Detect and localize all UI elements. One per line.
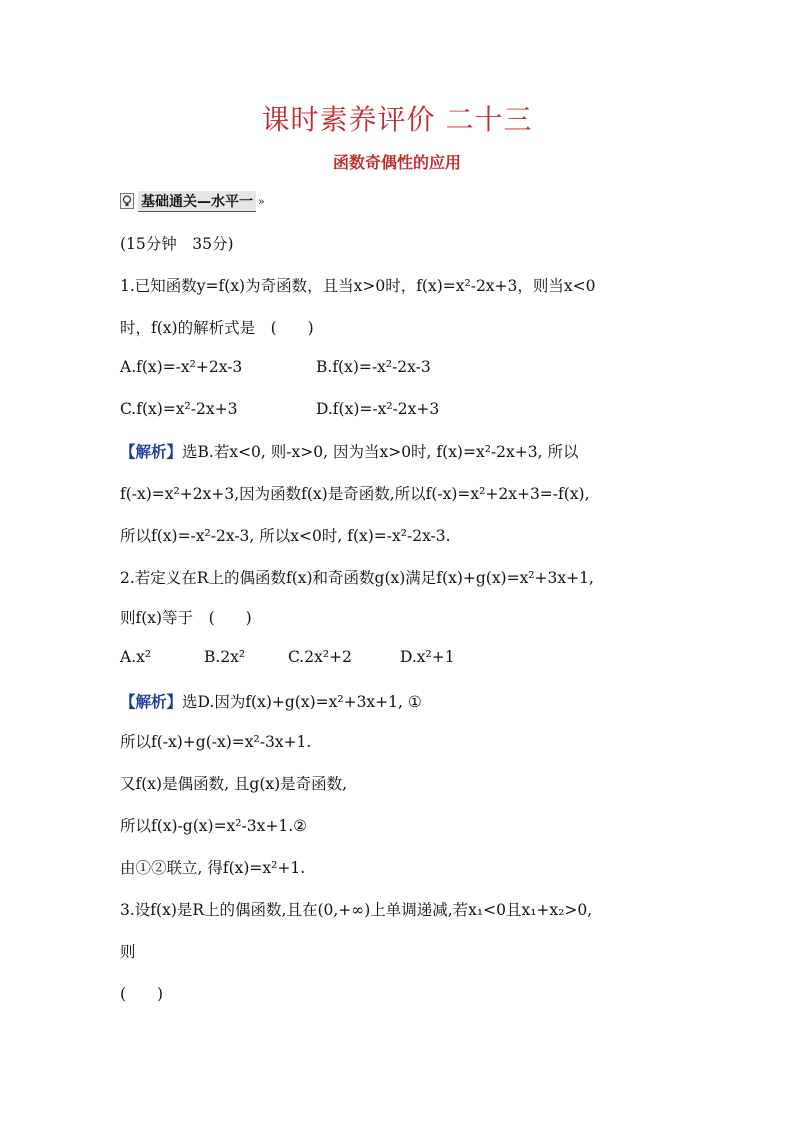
q2-option-b: B.2x² [204, 648, 246, 666]
q3-stem-line1: 3.设f(x)是R上的偶函数,且在(0,+∞)上单调递减,若x₁<0且x₁+x₂>0, [120, 901, 593, 919]
q1-option-b: B.f(x)=-x²-2x-3 [316, 358, 431, 376]
q1-analysis-line1 [120, 440, 578, 462]
q2-option-c: C.2x²+2 [288, 648, 352, 666]
q2-option-d: D.x²+1 [400, 648, 455, 666]
q3-stem-line3: ( ) [120, 985, 164, 1003]
q1-analysis-line3: 所以f(x)=-x²-2x-3, 所以x<0时, f(x)=-x²-2x-3. [120, 527, 451, 545]
q2-analysis-line1 [120, 690, 422, 712]
q2-analysis-line5: 由①②联立, 得f(x)=x²+1. [120, 859, 306, 877]
q2-stem-line1: 2.若定义在R上的偶函数f(x)和奇函数g(x)满足f(x)+g(x)=x²+3x+1, [120, 569, 594, 587]
page-title: 课时素养评价 二十三 [261, 103, 533, 136]
q2-stem-line2: 则f(x)等于 ( ) [120, 609, 252, 627]
q3-stem-line2: 则 [120, 943, 136, 961]
q1-analysis-line2: f(-x)=x²+2x+3,因为函数f(x)是奇函数,所以f(-x)=x²+2x+3=-f(x), [120, 485, 590, 503]
q2-analysis-text: 选D.因为f(x)+g(x)=x²+3x+1, ① [182, 693, 422, 711]
page-subtitle: 函数奇偶性的应用 [332, 153, 461, 172]
q2-analysis-tag: 【解析】 [120, 693, 183, 711]
q1-option-a: A.f(x)=-x²+2x-3 [120, 358, 243, 376]
q1-stem-line1: 1.已知函数y=f(x)为奇函数，且当x>0时，f(x)=x²-2x+3，则当x<0 [120, 277, 596, 295]
time-info: (15分钟 35分) [120, 235, 234, 253]
q2-option-a: A.x² [120, 648, 152, 666]
q1-options-row2 [120, 400, 439, 418]
q2-analysis-line3: 又f(x)是偶函数, 且g(x)是奇函数, [120, 775, 348, 793]
q1-option-d: D.f(x)=-x²-2x+3 [316, 400, 440, 418]
q2-options-row [120, 648, 455, 666]
q1-analysis-tag: 【解析】 [120, 443, 183, 461]
q1-options-row1 [120, 358, 431, 376]
lightbulb-icon [120, 193, 134, 209]
chevron-right-icon: » [258, 194, 265, 208]
q1-analysis-text: 选B.若x<0, 则-x>0, 因为当x>0时, f(x)=x²-2x+3, 所以 [182, 443, 579, 461]
q2-analysis-line2: 所以f(-x)+g(-x)=x²-3x+1. [120, 733, 312, 751]
q1-stem-line2: 时，f(x)的解析式是 ( ) [120, 319, 314, 337]
section-label [120, 191, 265, 211]
q1-option-c: C.f(x)=x²-2x+3 [120, 400, 238, 418]
section-label-text: 基础通关—水平一 [138, 191, 256, 212]
q2-analysis-line4: 所以f(x)-g(x)=x²-3x+1.② [120, 817, 308, 835]
